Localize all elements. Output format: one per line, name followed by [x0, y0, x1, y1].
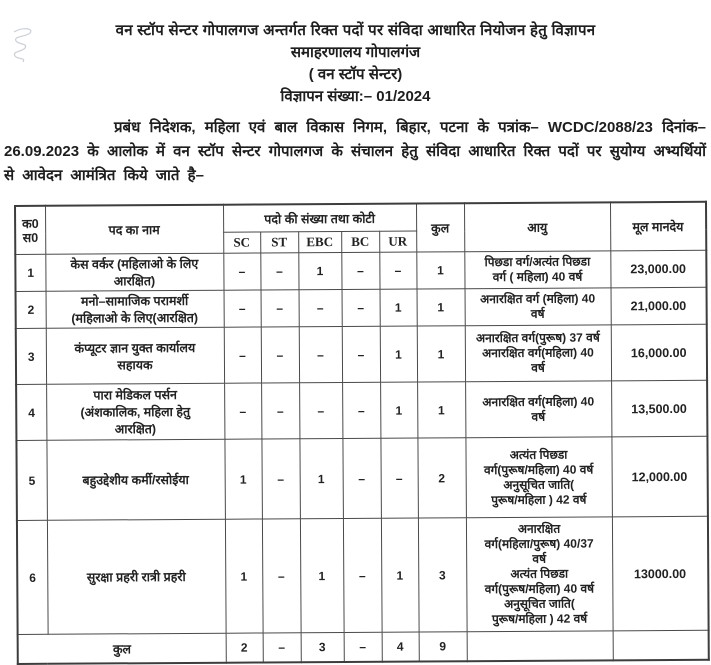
count-cell-ur: – [380, 438, 418, 518]
intro-paragraph: प्रबंध निदेशक, महिला एवं बाल विकास निगम, बिहार, पटना के पत्रांक– WCDC/2088/23 दिनांक–26.09.2023 के आलोक में वन स्टॉप सेन्टर गोपालगज के संचालन हेतु संविदा आधारित रिक्त पदों पर सुयोग्य अभ्यर्थियों से आवेदन आमंत्रित किये जाते है– [4, 119, 706, 184]
header-category-st: ST [260, 232, 298, 253]
total-pay-cell [613, 630, 709, 660]
document-title: वन स्टॉप सेन्टर गोपालगज अन्तर्गत रिक्त पदों पर संविदा आधारित नियोजन हेतु विज्ञापन [115, 22, 596, 39]
count-cell-sc: – [224, 383, 261, 439]
header-age: आयु [464, 202, 610, 251]
pay-cell: 12,000.00 [611, 436, 707, 517]
count-cell-sc: – [224, 290, 261, 327]
total-cell: 1 [416, 252, 464, 289]
header-category-ur: UR [379, 231, 416, 252]
office-name: समाहरणालय गोपालगंज [290, 44, 421, 61]
pay-cell: 13,500.00 [611, 380, 707, 437]
total-count-sc: 2 [226, 633, 263, 663]
count-cell-sc: 1 [225, 519, 263, 633]
header-post-name: पद का नाम [45, 205, 223, 255]
count-cell-ebc: – [299, 290, 342, 327]
serial-cell: 1 [15, 254, 45, 291]
header-category-bc: BC [341, 231, 379, 252]
count-cell-st: – [262, 519, 301, 633]
center-name: ( वन स्टॉप सेन्टर) [308, 66, 403, 83]
total-count-ur: 4 [382, 632, 419, 662]
count-cell-bc: – [342, 382, 380, 438]
header-total: कुल [416, 203, 464, 252]
age-cell: पिछडा वर्ग/अत्यंत पिछडा वर्ग ( महिला) 40 वर्ष [464, 251, 610, 289]
table-total-row [18, 630, 709, 664]
count-cell-bc: – [342, 326, 380, 382]
post-name-cell: पारा मेडिकल पर्सन (अंशकालिक, महिला हेतु आरक्षित) [46, 383, 224, 440]
vacancy-table-container [14, 201, 710, 665]
post-name-cell: सुरक्षा प्रहरी रात्री प्रहरी [47, 519, 226, 634]
post-name-cell: बहुउद्देशीय कर्मी/रसोईया [46, 439, 224, 520]
count-cell-st: – [261, 327, 299, 383]
document-header [0, 0, 711, 108]
total-cell: 1 [417, 382, 465, 438]
serial-cell: 2 [16, 291, 46, 328]
count-cell-ur: 1 [380, 382, 417, 438]
count-cell-ur: 1 [380, 326, 417, 382]
count-cell-sc: – [223, 253, 260, 290]
pay-cell: 21,000.00 [611, 287, 707, 325]
post-name-cell: केस वर्कर (महिलाओ के लिए आरक्षित) [45, 253, 223, 291]
count-cell-bc: – [343, 518, 382, 632]
serial-cell: 3 [16, 328, 46, 384]
table-header-row-1 [15, 202, 706, 234]
count-cell-ur: – [379, 252, 416, 289]
count-cell-sc: 1 [224, 439, 261, 519]
pay-cell: 16,000.00 [611, 324, 707, 381]
header-serial: क0 स0 [15, 206, 45, 255]
age-cell: अनारक्षित वर्ग(पुरूष) 37 वर्ष अनारक्षित वर्ग(महिला) 40 वर्ष [465, 325, 611, 382]
table-row [16, 436, 708, 520]
age-cell: अनारक्षित वर्ग(महिला/पुरूष) 40/37 वर्ष अत्यंत पिछडा वर्ग(पुरूष/महिला) 40 वर्ष अनुसूचित जाति( पुरूष/महिला ) 42 वर्ष [466, 517, 613, 632]
count-cell-ebc: 1 [298, 253, 341, 290]
count-cell-ur: 1 [381, 518, 419, 632]
age-cell: अत्यंत पिछडा वर्ग(पुरूष/महिला) 40 वर्ष अनुसूचित जाति( पुरूष/महिला ) 42 वर्ष [465, 437, 611, 518]
count-cell-st: – [260, 253, 298, 290]
grand-total-cell: 9 [419, 632, 467, 662]
count-cell-bc: – [341, 252, 379, 289]
count-cell-bc: – [342, 289, 380, 326]
post-name-cell: मनो–सामाजिक परामर्शी (महिलाओ के लिए(आरक्षित) [46, 290, 224, 328]
total-cell: 1 [417, 289, 465, 326]
count-cell-ebc: 1 [299, 438, 342, 518]
age-cell: अनारक्षित वर्ग(महिला) 40 वर्ष [465, 381, 611, 438]
count-cell-sc: – [224, 327, 261, 383]
pay-cell: 13000.00 [612, 516, 709, 631]
pencil-scribble-mark [4, 24, 48, 74]
count-cell-ebc: 1 [300, 518, 344, 632]
header-pay: मूल मानदेय [610, 202, 706, 251]
pay-cell: 23,000.00 [610, 250, 706, 288]
total-cell: 3 [418, 518, 467, 632]
total-count-st: – [263, 633, 301, 663]
serial-cell: 6 [17, 520, 48, 634]
count-cell-st: – [261, 290, 299, 327]
total-age-cell [467, 631, 613, 661]
post-name-cell: कंप्यूटर ज्ञान युक्त कार्यालय सहायक [46, 327, 224, 384]
table-row [16, 380, 707, 440]
total-count-ebc: 3 [301, 632, 344, 662]
table-row [16, 324, 707, 384]
total-count-bc: – [344, 632, 382, 662]
advertisement-number: विज्ञापन संख्या:– 01/2024 [280, 88, 431, 105]
age-cell: अनारक्षित वर्ग (महिला) 40 वर्ष [465, 288, 611, 326]
count-cell-st: – [261, 439, 299, 519]
count-cell-ebc: – [299, 382, 342, 438]
vacancy-table [14, 201, 710, 665]
header-count-group: पदो की संख्या तथा कोटी [223, 204, 416, 233]
serial-cell: 5 [16, 440, 46, 520]
serial-cell: 4 [16, 384, 46, 440]
header-category-ebc: EBC [298, 232, 341, 253]
count-cell-ebc: – [299, 327, 342, 383]
table-row [17, 516, 709, 634]
count-cell-ur: 1 [380, 289, 417, 326]
table-row [16, 287, 707, 328]
header-category-sc: SC [223, 232, 260, 253]
count-cell-st: – [261, 383, 299, 439]
count-cell-bc: – [342, 438, 380, 518]
total-cell: 2 [417, 438, 465, 518]
total-cell: 1 [417, 326, 465, 382]
table-row [15, 250, 706, 291]
total-label-cell: कुल [18, 633, 226, 664]
